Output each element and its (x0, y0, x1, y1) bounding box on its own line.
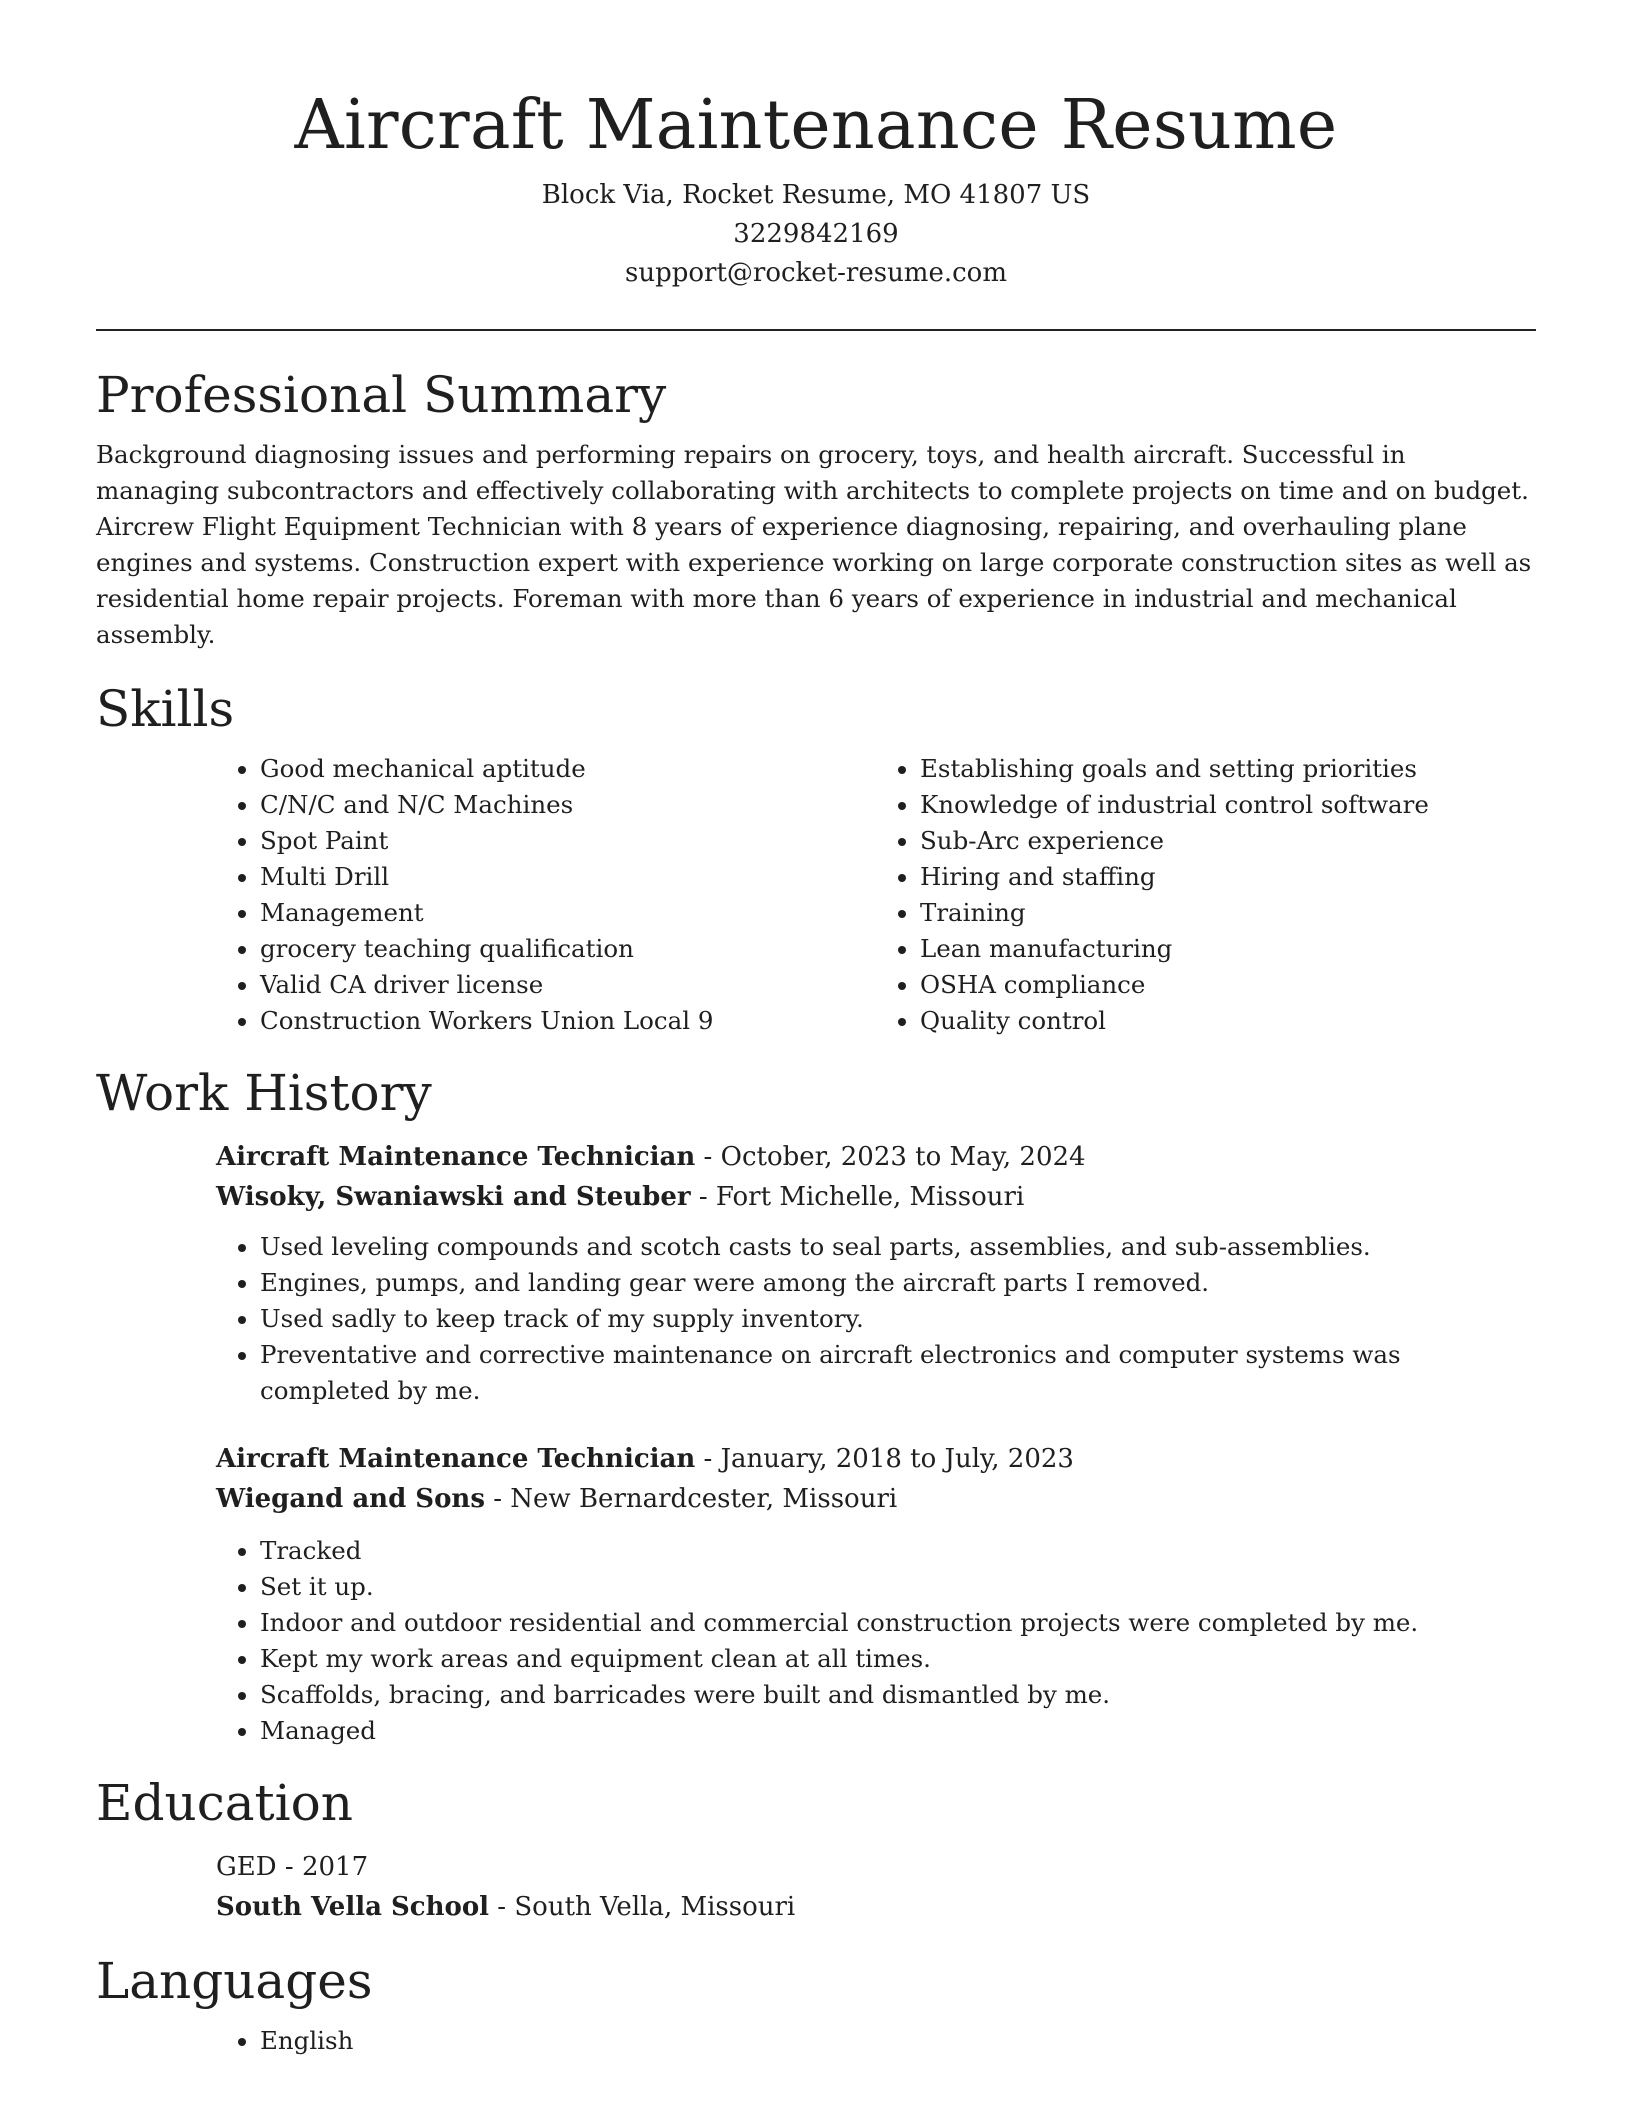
job-bullet: • Indoor and outdoor residential and commercial construction projects were completed by me. (260, 1605, 1536, 1641)
contact-phone: 3229842169 (733, 219, 899, 249)
header-divider (96, 329, 1536, 331)
summary-text: Background diagnosing issues and performing repairs on grocery, toys, and health aircraft. Successful in managing subcontractors and effectively collaborating with architects to complete projects on time and on budget. Aircrew Flight Equipment Technician with 8 years of experience diagnosing, repairing, and overhauling plane engines and systems. Construction expert with experience working on large corporate construction sites as well as residential home repair projects. Foreman with more than 6 years of experience in industrial and mechanical assembly. (96, 440, 1532, 649)
job-dates: October, 2023 to May, 2024 (720, 1142, 1086, 1172)
skills-column-right (876, 751, 1536, 1039)
skills-column-left (216, 751, 876, 1039)
job-role: Aircraft Maintenance Technician (216, 1444, 696, 1474)
education-degree: GED (216, 1852, 277, 1882)
job-bullet: • Tracked (260, 1533, 1536, 1569)
job-bullet: • Kept my work areas and equipment clean at all times. (260, 1641, 1536, 1677)
skill-item: • Knowledge of industrial control software (920, 787, 1536, 823)
resume-title: Aircraft Maintenance Resume (294, 86, 1338, 165)
work-history-heading: Work History (96, 1064, 432, 1122)
languages-heading: Languages (96, 1952, 373, 2010)
education-school-line (216, 1887, 1536, 1927)
separator: - (489, 1892, 515, 1922)
job-entry (216, 1439, 1536, 1749)
job-company: Wiegand and Sons (216, 1484, 485, 1514)
summary-heading: Professional Summary (96, 366, 667, 424)
job-entry (216, 1137, 1536, 1409)
job-bullet: • Scaffolds, bracing, and barricades were built and dismantled by me. (260, 1677, 1536, 1713)
skill-item: • C/N/C and N/C Machines (260, 787, 876, 823)
job-title-line (216, 1137, 1536, 1177)
education-heading: Education (96, 1774, 353, 1832)
job-dates: January, 2018 to July, 2023 (720, 1444, 1074, 1474)
skill-item: • Construction Workers Union Local 9 (260, 1003, 876, 1039)
separator: - (484, 1484, 511, 1514)
job-bullet: • Preventative and corrective maintenance on aircraft electronics and computer systems was completed by me. (260, 1337, 1536, 1409)
contact-email[interactable]: support@rocket-resume.com (624, 258, 1007, 288)
skill-item: • OSHA compliance (920, 967, 1536, 1003)
job-title-line (216, 1439, 1536, 1479)
resume-page (96, 0, 1536, 2059)
skill-item: • Hiring and staffing (920, 859, 1536, 895)
job-bullet: • Engines, pumps, and landing gear were among the aircraft parts I removed. (260, 1265, 1536, 1301)
job-location: New Bernardcester, Missouri (510, 1484, 898, 1514)
skill-item: • Establishing goals and setting priorities (920, 751, 1536, 787)
separator: - (695, 1444, 721, 1474)
skill-item: • Good mechanical aptitude (260, 751, 876, 787)
job-bullet: • Used leveling compounds and scotch casts to seal parts, assemblies, and sub-assemblies. (260, 1229, 1536, 1265)
contact-address: Block Via, Rocket Resume, MO 41807 US (541, 180, 1091, 210)
skill-item: • Lean manufacturing (920, 931, 1536, 967)
education-entry (216, 1847, 1536, 1927)
contact-block (96, 176, 1536, 293)
skill-item: • Spot Paint (260, 823, 876, 859)
job-bullet: • Set it up. (260, 1569, 1536, 1605)
skill-item: • grocery teaching qualification (260, 931, 876, 967)
skill-item: • Sub-Arc experience (920, 823, 1536, 859)
education-year: 2017 (301, 1852, 369, 1882)
job-company: Wisoky, Swaniawski and Steuber (216, 1182, 691, 1212)
languages-list (216, 2023, 1536, 2059)
education-location: South Vella, Missouri (514, 1892, 796, 1922)
job-location: Fort Michelle, Missouri (715, 1182, 1025, 1212)
separator: - (690, 1182, 716, 1212)
job-company-line (216, 1177, 1536, 1217)
job-bullet: • Used sadly to keep track of my supply inventory. (260, 1301, 1536, 1337)
job-bullets (216, 1229, 1536, 1409)
skill-item: • Multi Drill (260, 859, 876, 895)
education-degree-line (216, 1847, 1536, 1887)
job-bullets (216, 1533, 1536, 1749)
education-school: South Vella School (216, 1892, 490, 1922)
job-role: Aircraft Maintenance Technician (216, 1142, 696, 1172)
skills-list (216, 751, 1536, 1039)
separator: - (276, 1852, 302, 1882)
job-bullet: • Managed (260, 1713, 1536, 1749)
skills-heading: Skills (96, 680, 235, 738)
skill-item: • Management (260, 895, 876, 931)
separator: - (695, 1142, 721, 1172)
resume-header (96, 0, 1536, 293)
job-company-line (216, 1479, 1536, 1519)
language-item: • English (260, 2023, 1536, 2059)
skill-item: • Valid CA driver license (260, 967, 876, 1003)
skill-item: • Training (920, 895, 1536, 931)
skill-item: • Quality control (920, 1003, 1536, 1039)
